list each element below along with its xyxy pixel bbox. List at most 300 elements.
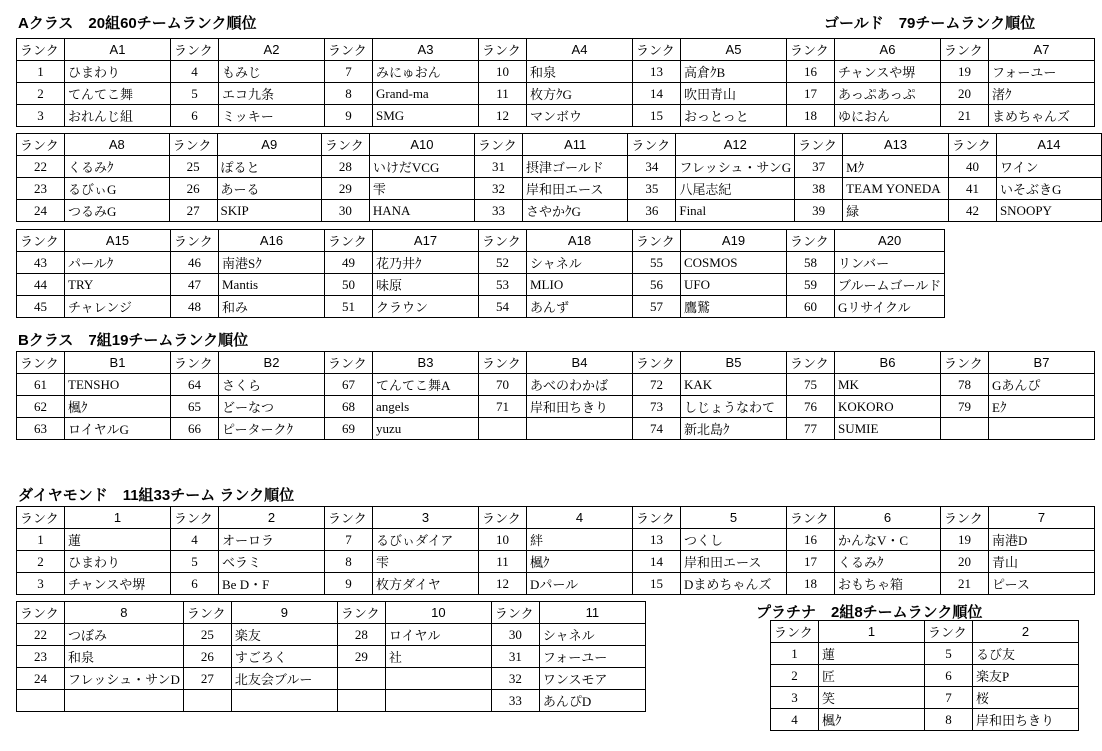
team-name-cell: 蓮 bbox=[819, 643, 925, 665]
team-name-cell: ワンスモア bbox=[539, 668, 645, 690]
rank-cell: 73 bbox=[633, 396, 681, 418]
rank-cell: 17 bbox=[787, 551, 835, 573]
rank-column-header: ランク bbox=[949, 134, 997, 156]
rank-cell: 5 bbox=[925, 643, 973, 665]
rank-cell: 39 bbox=[795, 200, 843, 222]
rank-column-header: ランク bbox=[491, 602, 539, 624]
rank-cell: 70 bbox=[479, 374, 527, 396]
team-name-cell: ピータークｸ bbox=[219, 418, 325, 440]
rank-cell: 3 bbox=[17, 105, 65, 127]
team-name-cell: 北友会ブルー bbox=[231, 668, 337, 690]
group-header: A19 bbox=[681, 230, 787, 252]
group-header: A6 bbox=[835, 39, 941, 61]
rank-cell: 66 bbox=[171, 418, 219, 440]
rank-column-header: ランク bbox=[628, 134, 676, 156]
team-name-cell: 青山 bbox=[989, 551, 1095, 573]
rank-cell: 28 bbox=[321, 156, 369, 178]
team-name-cell: フォーユー bbox=[989, 61, 1095, 83]
rank-cell: 29 bbox=[337, 646, 385, 668]
rank-cell: 79 bbox=[941, 396, 989, 418]
table-header-row bbox=[17, 230, 945, 252]
rank-cell: 15 bbox=[633, 573, 681, 595]
team-name-cell: 雫 bbox=[369, 178, 474, 200]
team-name-cell: Gあんぴ bbox=[989, 374, 1095, 396]
rank-cell: 16 bbox=[787, 529, 835, 551]
team-name-cell: もみじ bbox=[219, 61, 325, 83]
team-name-cell: 岸和田エース bbox=[681, 551, 787, 573]
table-row bbox=[771, 709, 1079, 731]
team-name-cell: 雫 bbox=[373, 551, 479, 573]
team-name-cell: 岸和田エース bbox=[522, 178, 627, 200]
team-name-cell: 摂津ゴールド bbox=[522, 156, 627, 178]
team-name-cell: あーる bbox=[217, 178, 321, 200]
rank-cell: 64 bbox=[171, 374, 219, 396]
rank-cell: 18 bbox=[787, 105, 835, 127]
empty-cell bbox=[17, 690, 65, 712]
rank-cell: 37 bbox=[795, 156, 843, 178]
empty-cell bbox=[989, 418, 1095, 440]
rank-column-header: ランク bbox=[17, 602, 65, 624]
table-row bbox=[771, 687, 1079, 709]
rank-column-header: ランク bbox=[771, 621, 819, 643]
rank-cell: 74 bbox=[633, 418, 681, 440]
rank-table bbox=[16, 506, 1095, 595]
rank-cell: 11 bbox=[479, 83, 527, 105]
team-name-cell: Mantis bbox=[219, 274, 325, 296]
rank-cell: 43 bbox=[17, 252, 65, 274]
table-row bbox=[771, 665, 1079, 687]
team-name-cell: Dまめちゃんズ bbox=[681, 573, 787, 595]
rank-cell: 44 bbox=[17, 274, 65, 296]
rank-cell: 38 bbox=[795, 178, 843, 200]
team-name-cell: てんてこ舞 bbox=[65, 83, 171, 105]
team-name-cell: 和泉 bbox=[65, 646, 184, 668]
rank-column-header: ランク bbox=[17, 134, 65, 156]
team-name-cell: フォーユー bbox=[539, 646, 645, 668]
rank-cell: 71 bbox=[479, 396, 527, 418]
group-header: A15 bbox=[65, 230, 171, 252]
table-header-row bbox=[17, 39, 1095, 61]
class-a-block-2 bbox=[16, 133, 1102, 222]
rank-cell: 47 bbox=[171, 274, 219, 296]
rank-cell: 33 bbox=[491, 690, 539, 712]
rank-cell: 5 bbox=[171, 551, 219, 573]
team-name-cell: 鷹鷲 bbox=[681, 296, 787, 318]
rank-table bbox=[16, 38, 1095, 127]
empty-cell bbox=[337, 690, 385, 712]
rank-cell: 23 bbox=[17, 646, 65, 668]
table-row bbox=[17, 200, 1102, 222]
rank-column-header: ランク bbox=[941, 39, 989, 61]
team-name-cell: クラウン bbox=[373, 296, 479, 318]
team-name-cell: かんなV・C bbox=[835, 529, 941, 551]
team-name-cell: ミッキー bbox=[219, 105, 325, 127]
group-header: A2 bbox=[219, 39, 325, 61]
empty-cell bbox=[527, 418, 633, 440]
rank-cell: 69 bbox=[325, 418, 373, 440]
empty-cell bbox=[385, 668, 491, 690]
rank-cell: 25 bbox=[183, 624, 231, 646]
team-name-cell: UFO bbox=[681, 274, 787, 296]
rank-column-header: ランク bbox=[633, 230, 681, 252]
team-name-cell: あんぴD bbox=[539, 690, 645, 712]
rank-table bbox=[16, 351, 1095, 440]
group-header: B7 bbox=[989, 352, 1095, 374]
team-name-cell: ブルームゴールド bbox=[835, 274, 945, 296]
rank-cell: 32 bbox=[491, 668, 539, 690]
platinum-title: プラチナ 2組8チームランク順位 bbox=[756, 604, 983, 621]
team-name-cell: フレッシュ・サンD bbox=[65, 668, 184, 690]
rank-cell: 20 bbox=[941, 83, 989, 105]
rank-cell: 52 bbox=[479, 252, 527, 274]
rank-cell: 57 bbox=[633, 296, 681, 318]
empty-cell bbox=[231, 690, 337, 712]
rank-column-header: ランク bbox=[479, 352, 527, 374]
table-row bbox=[17, 178, 1102, 200]
rank-column-header: ランク bbox=[479, 39, 527, 61]
team-name-cell: 桜 bbox=[973, 687, 1079, 709]
table-row bbox=[17, 624, 646, 646]
rank-cell: 21 bbox=[941, 105, 989, 127]
team-name-cell: yuzu bbox=[373, 418, 479, 440]
table-row bbox=[17, 573, 1095, 595]
rank-column-header: ランク bbox=[941, 507, 989, 529]
rank-cell: 30 bbox=[491, 624, 539, 646]
team-name-cell: るびぃダイア bbox=[373, 529, 479, 551]
rank-cell: 76 bbox=[787, 396, 835, 418]
team-name-cell: エコ九条 bbox=[219, 83, 325, 105]
rank-column-header: ランク bbox=[787, 230, 835, 252]
table-header-row bbox=[17, 134, 1102, 156]
rank-cell: 10 bbox=[479, 61, 527, 83]
rank-cell: 60 bbox=[787, 296, 835, 318]
rank-cell: 14 bbox=[633, 83, 681, 105]
group-header: A11 bbox=[522, 134, 627, 156]
team-name-cell: 枚方ｸG bbox=[527, 83, 633, 105]
rank-cell: 48 bbox=[171, 296, 219, 318]
team-name-cell: ピース bbox=[989, 573, 1095, 595]
group-header: B2 bbox=[219, 352, 325, 374]
rank-cell: 5 bbox=[171, 83, 219, 105]
group-header: A13 bbox=[843, 134, 949, 156]
rank-cell: 56 bbox=[633, 274, 681, 296]
rank-column-header: ランク bbox=[337, 602, 385, 624]
rank-cell: 10 bbox=[479, 529, 527, 551]
team-name-cell: つぼみ bbox=[65, 624, 184, 646]
table-row bbox=[17, 396, 1095, 418]
rank-cell: 12 bbox=[479, 105, 527, 127]
team-name-cell: あっぷあっぷ bbox=[835, 83, 941, 105]
rank-cell: 2 bbox=[17, 551, 65, 573]
rank-cell: 6 bbox=[171, 105, 219, 127]
team-name-cell: シャネル bbox=[527, 252, 633, 274]
rank-cell: 4 bbox=[171, 529, 219, 551]
rank-cell: 17 bbox=[787, 83, 835, 105]
group-header: B1 bbox=[65, 352, 171, 374]
team-name-cell: SMG bbox=[373, 105, 479, 127]
rank-cell: 77 bbox=[787, 418, 835, 440]
team-name-cell: おれんじ組 bbox=[65, 105, 171, 127]
group-header: 11 bbox=[539, 602, 645, 624]
team-name-cell: るび友 bbox=[973, 643, 1079, 665]
rank-cell: 53 bbox=[479, 274, 527, 296]
rank-cell: 25 bbox=[169, 156, 217, 178]
empty-cell bbox=[941, 418, 989, 440]
rank-column-header: ランク bbox=[787, 507, 835, 529]
group-header: 7 bbox=[989, 507, 1095, 529]
rank-cell: 27 bbox=[169, 200, 217, 222]
team-name-cell: 渚ｸ bbox=[989, 83, 1095, 105]
rank-cell: 24 bbox=[17, 200, 65, 222]
team-name-cell: Final bbox=[676, 200, 795, 222]
rank-cell: 19 bbox=[941, 529, 989, 551]
rank-cell: 9 bbox=[325, 105, 373, 127]
rank-cell: 78 bbox=[941, 374, 989, 396]
team-name-cell: ひまわり bbox=[65, 551, 171, 573]
rank-cell: 50 bbox=[325, 274, 373, 296]
rank-cell: 58 bbox=[787, 252, 835, 274]
rank-table bbox=[16, 133, 1102, 222]
team-name-cell: 南港Sｸ bbox=[219, 252, 325, 274]
team-name-cell: チャレンジ bbox=[65, 296, 171, 318]
rank-cell: 28 bbox=[337, 624, 385, 646]
table-row bbox=[17, 551, 1095, 573]
rank-column-header: ランク bbox=[633, 352, 681, 374]
team-name-cell: 新北島ｸ bbox=[681, 418, 787, 440]
rank-cell: 26 bbox=[183, 646, 231, 668]
rank-cell: 42 bbox=[949, 200, 997, 222]
rank-cell: 46 bbox=[171, 252, 219, 274]
rank-column-header: ランク bbox=[925, 621, 973, 643]
team-name-cell: HANA bbox=[369, 200, 474, 222]
diamond-block-1 bbox=[16, 506, 1095, 595]
empty-cell bbox=[385, 690, 491, 712]
rank-column-header: ランク bbox=[325, 230, 373, 252]
rank-cell: 1 bbox=[771, 643, 819, 665]
rank-column-header: ランク bbox=[17, 507, 65, 529]
team-name-cell: Mｸ bbox=[843, 156, 949, 178]
rank-cell: 36 bbox=[628, 200, 676, 222]
team-name-cell: あんず bbox=[527, 296, 633, 318]
rank-column-header: ランク bbox=[183, 602, 231, 624]
group-header: B6 bbox=[835, 352, 941, 374]
group-header: A1 bbox=[65, 39, 171, 61]
team-name-cell: 楽友P bbox=[973, 665, 1079, 687]
team-name-cell: パールｸ bbox=[65, 252, 171, 274]
team-name-cell: 岸和田ちきり bbox=[973, 709, 1079, 731]
rank-cell: 20 bbox=[941, 551, 989, 573]
rank-cell: 8 bbox=[925, 709, 973, 731]
team-name-cell: ワイン bbox=[996, 156, 1101, 178]
group-header: A9 bbox=[217, 134, 321, 156]
team-name-cell: 楓ｸ bbox=[819, 709, 925, 731]
rank-cell: 29 bbox=[321, 178, 369, 200]
class-b-title: Bクラス 7組19チームランク順位 bbox=[18, 332, 249, 349]
team-name-cell: TRY bbox=[65, 274, 171, 296]
rank-column-header: ランク bbox=[169, 134, 217, 156]
team-name-cell: 八尾志紀 bbox=[676, 178, 795, 200]
rank-column-header: ランク bbox=[325, 507, 373, 529]
team-name-cell: 味原 bbox=[373, 274, 479, 296]
rank-column-header: ランク bbox=[479, 507, 527, 529]
platinum-block-1 bbox=[770, 620, 1079, 731]
team-name-cell: つるみG bbox=[64, 200, 169, 222]
team-name-cell: チャンスや堺 bbox=[65, 573, 171, 595]
rank-cell: 54 bbox=[479, 296, 527, 318]
group-header: A8 bbox=[64, 134, 169, 156]
rank-cell: 31 bbox=[491, 646, 539, 668]
rank-column-header: ランク bbox=[325, 352, 373, 374]
team-name-cell: SNOOPY bbox=[996, 200, 1101, 222]
team-name-cell: COSMOS bbox=[681, 252, 787, 274]
table-row bbox=[17, 252, 945, 274]
rank-cell: 16 bbox=[787, 61, 835, 83]
team-name-cell: 和泉 bbox=[527, 61, 633, 83]
rank-column-header: ランク bbox=[17, 39, 65, 61]
table-row bbox=[771, 643, 1079, 665]
empty-cell bbox=[65, 690, 184, 712]
rank-cell: 72 bbox=[633, 374, 681, 396]
team-name-cell: まめちゃんズ bbox=[989, 105, 1095, 127]
table-row bbox=[17, 105, 1095, 127]
group-header: A20 bbox=[835, 230, 945, 252]
team-name-cell: 枚方ダイヤ bbox=[373, 573, 479, 595]
team-name-cell: KAK bbox=[681, 374, 787, 396]
group-header: A4 bbox=[527, 39, 633, 61]
class-a-block-3 bbox=[16, 229, 945, 318]
team-name-cell: るびぃG bbox=[64, 178, 169, 200]
team-name-cell: 岸和田ちきり bbox=[527, 396, 633, 418]
rank-column-header: ランク bbox=[633, 39, 681, 61]
team-name-cell: Dパール bbox=[527, 573, 633, 595]
team-name-cell: MLIO bbox=[527, 274, 633, 296]
rank-cell: 1 bbox=[17, 529, 65, 551]
team-name-cell: Be D・F bbox=[219, 573, 325, 595]
team-name-cell: KOKORO bbox=[835, 396, 941, 418]
group-header: A3 bbox=[373, 39, 479, 61]
rank-cell: 27 bbox=[183, 668, 231, 690]
table-header-row bbox=[17, 352, 1095, 374]
rank-cell: 4 bbox=[171, 61, 219, 83]
team-name-cell: ひまわり bbox=[65, 61, 171, 83]
rank-cell: 11 bbox=[479, 551, 527, 573]
team-name-cell: 楓ｸ bbox=[527, 551, 633, 573]
rank-cell: 30 bbox=[321, 200, 369, 222]
rank-cell: 34 bbox=[628, 156, 676, 178]
class-a-title: Aクラス 20組60チームランク順位 bbox=[18, 15, 257, 32]
rank-cell: 61 bbox=[17, 374, 65, 396]
team-name-cell: くるみｸ bbox=[64, 156, 169, 178]
rank-column-header: ランク bbox=[325, 39, 373, 61]
empty-cell bbox=[183, 690, 231, 712]
group-header: A5 bbox=[681, 39, 787, 61]
class-a-block-1 bbox=[16, 38, 1095, 127]
group-header: 2 bbox=[973, 621, 1079, 643]
rank-column-header: ランク bbox=[171, 230, 219, 252]
rank-cell: 65 bbox=[171, 396, 219, 418]
team-name-cell: ロイヤル bbox=[385, 624, 491, 646]
rank-column-header: ランク bbox=[941, 352, 989, 374]
team-name-cell: つくし bbox=[681, 529, 787, 551]
team-name-cell: おもちゃ箱 bbox=[835, 573, 941, 595]
rank-cell: 3 bbox=[771, 687, 819, 709]
gold-title: ゴールド 79チームランク順位 bbox=[824, 15, 1036, 32]
table-row bbox=[17, 156, 1102, 178]
rank-cell: 3 bbox=[17, 573, 65, 595]
rank-cell: 22 bbox=[17, 156, 65, 178]
rank-cell: 6 bbox=[171, 573, 219, 595]
rank-table bbox=[16, 601, 646, 712]
rank-cell: 7 bbox=[325, 61, 373, 83]
group-header: 10 bbox=[385, 602, 491, 624]
group-header: A7 bbox=[989, 39, 1095, 61]
table-header-row bbox=[17, 507, 1095, 529]
rank-column-header: ランク bbox=[475, 134, 523, 156]
rank-cell: 8 bbox=[325, 551, 373, 573]
team-name-cell: てんてこ舞A bbox=[373, 374, 479, 396]
rank-cell: 18 bbox=[787, 573, 835, 595]
rank-column-header: ランク bbox=[321, 134, 369, 156]
team-name-cell: 楽友 bbox=[231, 624, 337, 646]
rank-column-header: ランク bbox=[479, 230, 527, 252]
group-header: B5 bbox=[681, 352, 787, 374]
group-header: 4 bbox=[527, 507, 633, 529]
rank-table bbox=[16, 229, 945, 318]
team-name-cell: Eｸ bbox=[989, 396, 1095, 418]
team-name-cell: ゆにおん bbox=[835, 105, 941, 127]
table-row bbox=[17, 529, 1095, 551]
rank-cell: 23 bbox=[17, 178, 65, 200]
team-name-cell: あべのわかば bbox=[527, 374, 633, 396]
rank-cell: 2 bbox=[771, 665, 819, 687]
table-row bbox=[17, 83, 1095, 105]
group-header: 2 bbox=[219, 507, 325, 529]
team-name-cell: ベラミ bbox=[219, 551, 325, 573]
rank-cell: 32 bbox=[475, 178, 523, 200]
group-header: A14 bbox=[996, 134, 1101, 156]
rank-cell: 14 bbox=[633, 551, 681, 573]
rank-column-header: ランク bbox=[795, 134, 843, 156]
group-header: 9 bbox=[231, 602, 337, 624]
team-name-cell: 蓮 bbox=[65, 529, 171, 551]
rank-cell: 35 bbox=[628, 178, 676, 200]
rank-cell: 7 bbox=[325, 529, 373, 551]
team-name-cell: フレッシュ・サンG bbox=[676, 156, 795, 178]
team-name-cell: さくら bbox=[219, 374, 325, 396]
rank-cell: 9 bbox=[325, 573, 373, 595]
group-header: 5 bbox=[681, 507, 787, 529]
team-name-cell: TEAM YONEDA bbox=[843, 178, 949, 200]
team-name-cell: 花乃井ｸ bbox=[373, 252, 479, 274]
team-name-cell: Grand-ma bbox=[373, 83, 479, 105]
team-name-cell: マンボウ bbox=[527, 105, 633, 127]
rank-cell: 31 bbox=[475, 156, 523, 178]
rank-cell: 67 bbox=[325, 374, 373, 396]
rank-cell: 12 bbox=[479, 573, 527, 595]
team-name-cell: いそぶきG bbox=[996, 178, 1101, 200]
rank-cell: 8 bbox=[325, 83, 373, 105]
rank-cell: 26 bbox=[169, 178, 217, 200]
team-name-cell: しじょうなわて bbox=[681, 396, 787, 418]
team-name-cell: 南港D bbox=[989, 529, 1095, 551]
rank-column-header: ランク bbox=[171, 39, 219, 61]
table-row bbox=[17, 646, 646, 668]
team-name-cell: 高倉ｸB bbox=[681, 61, 787, 83]
team-name-cell: TENSHO bbox=[65, 374, 171, 396]
rank-cell: 55 bbox=[633, 252, 681, 274]
team-name-cell: どーなつ bbox=[219, 396, 325, 418]
table-row bbox=[17, 61, 1095, 83]
